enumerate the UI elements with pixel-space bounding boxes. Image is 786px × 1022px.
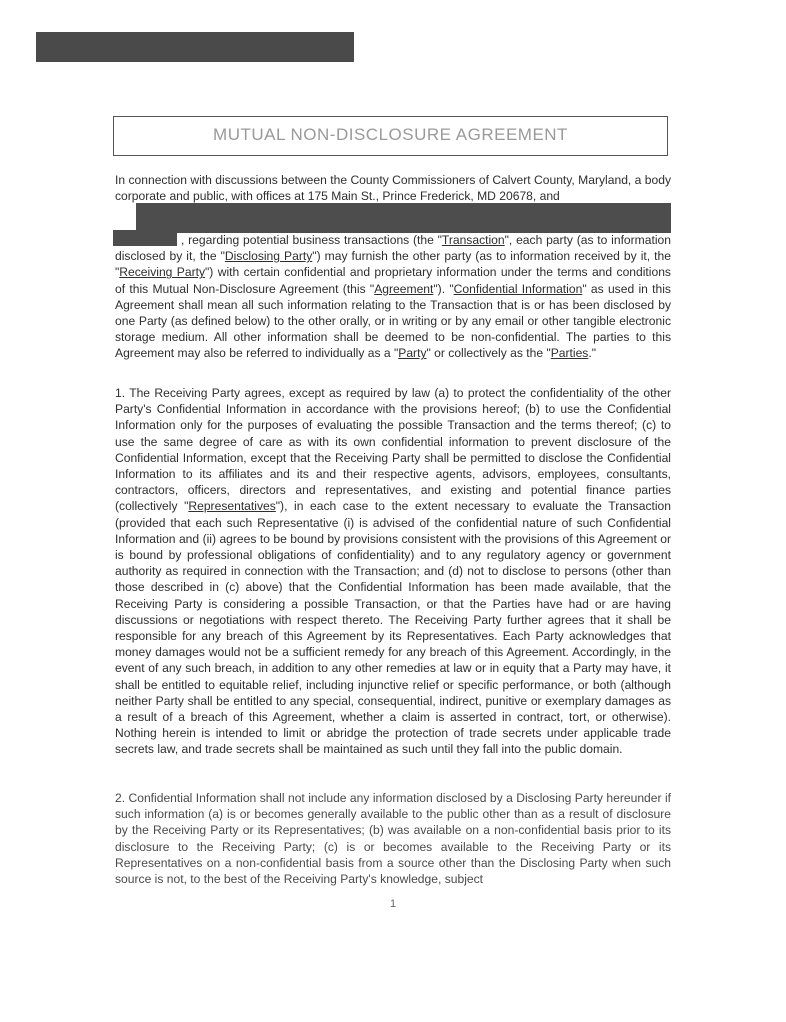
intro-text-g: " or collectively as the " (426, 346, 551, 361)
intro-text-c: ") may furnish the other party (as to information received by it, the " (115, 249, 671, 280)
defined-term-agreement: Agreement (374, 281, 434, 296)
intro-text-a: , regarding potential business transactions (the " (181, 233, 442, 247)
page-number: 1 (389, 898, 397, 910)
section-1-paragraph (115, 385, 671, 758)
redaction-block-party-name (136, 203, 671, 233)
defined-term-confidential-information: Confidential Information (453, 281, 583, 296)
intro-text-d: ") with certain confidential and proprietary information under the terms and conditions of this Mutual Non-Disclosure Agreement (this " (115, 265, 671, 296)
intro-text-e: "). " (433, 281, 454, 296)
defined-term-disclosing-party: Disclosing Party (224, 249, 313, 264)
section-2-text: 2. Confidential Information shall not include any information disclosed by a Disclosing Party hereunder if such information (a) is or becomes generally available to the public other than as a result of disclosure by the Receiving Party or its Representatives; (b) was available on a non-confidential basis prior to its disclosure to the Receiving Party; (c) is or becomes available to the Receiving Party or its Representatives on a non-confidential basis from a source other than the Disclosing Party when such source is not, to the best of the Receiving Party's knowledge, subject (115, 791, 671, 887)
intro-paragraph-continued (115, 232, 671, 362)
defined-term-receiving-party: Receiving Party (119, 265, 206, 280)
defined-term-transaction: Transaction (441, 233, 505, 247)
defined-term-parties: Parties (550, 346, 589, 361)
section-2-paragraph (115, 790, 671, 887)
intro-text-1: In connection with discussions between the County Commissioners of Calvert County, Maryland, a body corporate and public, with offices at 175 Main St., Prince Frederick, MD 20678, and (115, 173, 671, 204)
section-1-text-b: "), in each case to the extent necessary to evaluate the Transaction (provided that each such Representative (i) is advised of the confidential nature of such Confidential Information and (ii) agrees to be bound by provisions consistent with the provisions of this Agreement or is bound by professional obligations of confidentiality) and to any regulatory agency or government authority as required in connection with the Transaction; and (d) not to disclose to persons (other than those described in (c) above) that the Confidential Information has been made available, that the Receiving Party is considering a possible Transaction, or that the Parties have had or are having discussions or negotiations with respect thereto. The Receiving Party further agrees that it shall be responsible for any breach of this Agreement by its Representatives. Each Party acknowledges that money damages would not be a sufficient remedy for any breach of this Agreement. Accordingly, in the event of any such breach, in addition to any other remedies at law or in equity that a Party may have, it shall be entitled to equitable relief, including injunctive relief or specific performance, or both (although neither Party shall be entitled to any special, consequential, indirect, punitive or exemplary damages as a result of a breach of this Agreement, whether a claim is asserted in contract, tort, or otherwise). Nothing herein is intended to limit or abridge the protection of trade secrets under applicable trade secrets law, and trade secrets shall be maintained as such until they fall into the public domain. (115, 499, 671, 757)
title-box (113, 116, 668, 156)
section-1-text-a: 1. The Receiving Party agrees, except as required by law (a) to protect the confidentiality of the other Party's Confidential Information in accordance with the provisions hereof; (b) to use the Confidential Information only for the purposes of evaluating the possible Transaction and the terms thereof; (c) to use the same degree of care as with its own confidential information to prevent disclosure of the Confidential Information, except that the Receiving Party shall be permitted to disclose the Confidential Information to its affiliates and its and their respective agents, advisors, employees, consultants, contractors, officers, directors and representatives, and existing and potential finance parties (collectively " (115, 386, 671, 514)
defined-term-representatives: Representatives (188, 499, 276, 514)
intro-text-f: " as used in this Agreement shall mean all such information relating to the Transaction that is or has been disclosed by one Party (as defined below) to the other orally, or in writing or by any email or other tangible electronic storage medium. All other information shall be deemed to be non-confidential. The parties to this Agreement may also be referred to individually as a " (115, 281, 671, 361)
intro-text-h: ." (588, 346, 596, 361)
document-title: MUTUAL NON-DISCLOSURE AGREEMENT (213, 125, 568, 144)
intro-paragraph-line-1 (115, 172, 671, 204)
defined-term-party: Party (398, 346, 427, 361)
intro-text-b: ", each party (as to information disclosed by it, the " (115, 233, 671, 264)
redaction-block-header (36, 32, 354, 62)
